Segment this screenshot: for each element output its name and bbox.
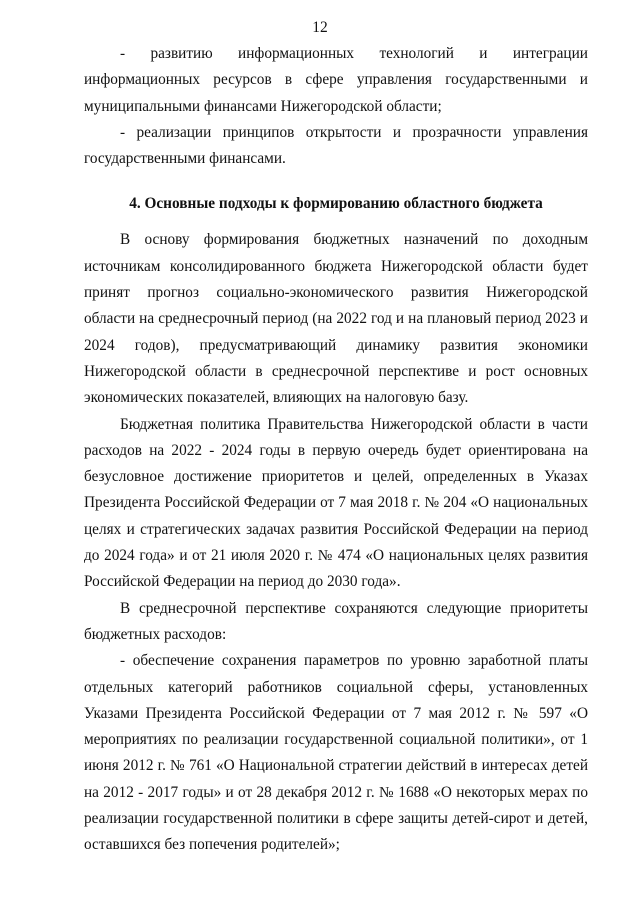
paragraph-priorities-intro: В среднесрочной перспективе сохраняются следующие приоритеты бюджетных расходов:	[84, 599, 588, 643]
page-content	[84, 41, 588, 859]
intro-item-transparency: - реализации принципов открытости и прозрачности управления государственными финансами.	[84, 123, 588, 168]
paragraph-expenditure-policy: Бюджетная политика Правительства Нижегородской области в части расходов на 2022 - 2024 годы в первую очередь будет ориентирована на безусловное достижение приоритетов и целей, определенных в Указах Президента Российской Федерации от 7 мая 2018 г. № 204 «О национальных целях и стратегических задачах развития Российской Федерации на период до 2024 года» и от 21 июля 2020 г. № 474 «О национальных целях развития Российской Федерации на период до 2030 года».	[84, 415, 588, 591]
paragraph-revenue-basis: В основу формирования бюджетных назначений по доходным источникам консолидированного бюджета Нижегородской области будет принят прогноз социально-экономического развития Нижегородской области на среднесрочный период (на 2022 год и на плановый период 2023 и 2024 годов), предусматривающий динамику развития экономики Нижегородской области в среднесрочной перспективе и рост основных экономических показателей, влияющих на налоговую базу.	[84, 231, 588, 407]
section-heading: 4. Основные подходы к формированию областного бюджета	[129, 195, 543, 213]
intro-item-it-development: - развитию информационных технологий и интеграции информационных ресурсов в сфере управления государственными и муниципальными финансами Нижегородской области;	[84, 45, 588, 115]
paragraph-priority-wages: - обеспечение сохранения параметров по уровню заработной платы отдельных категорий работников социальной сферы, установленных Указами Президента Российской Федерации от 7 мая 2012 г. № 597 «О мероприятиях по реализации государственной социальной политики», от 1 июня 2012 г. № 761 «О Национальной стратегии действий в интересах детей на 2012 - 2017 годы» и от 28 декабря 2012 г. № 1688 «О некоторых мерах по реализации государственной политики в сфере защиты детей-сирот и детей, оставшихся без попечения родителей»;	[84, 652, 588, 854]
page-number: 12	[312, 19, 328, 36]
